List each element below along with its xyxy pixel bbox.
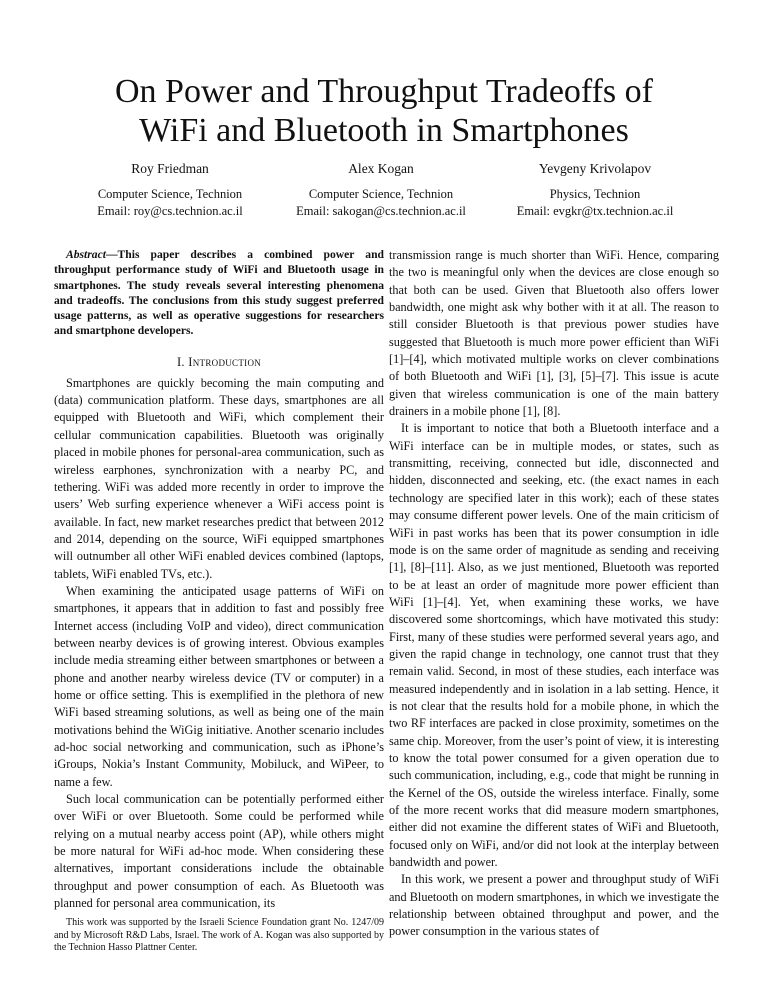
- author-block-1: [55, 160, 285, 220]
- author-name: Roy Friedman: [131, 161, 209, 176]
- paragraph-left-2: When examining the anticipated usage patterns of WiFi on smartphones, it appears that in addition to fast and possibly free Internet access (including VoIP and video), direct communication between nearby devices is of growing interest. Obvious examples include media streaming either between smartphones or between a phone and another nearby wireless device (TV or computer) in a home or office setting. This is exemplified in the plethora of new WiFi based streaming solutions, as well as being one of the main motivations behind the WiGig initiative. Another scenario includes ad-hoc social networking and communication, such as iPhone’s iGroups, Nokia’s Instant Community, Mobiluck, and WiPeer, to name a few.: [54, 583, 384, 789]
- paragraph-left-3: Such local communication can be potentially performed either over WiFi or over Bluetooth. Some could be performed while relying on a mutual nearby access point (AP), while others might be more natural for WiFi ad-hoc mode. When considering these alternatives, important considerations include the obtainable throughput and power consumption of each. As Bluetooth was planned for personal area communication, its: [54, 792, 384, 911]
- abstract-label: Abstract: [66, 248, 106, 261]
- abstract: [54, 247, 384, 339]
- section-title: Introduction: [188, 354, 262, 369]
- author-affiliation: Computer Science, Technion: [308, 187, 454, 201]
- paper-title-line-2: WiFi and Bluetooth in Smartphones: [139, 112, 629, 149]
- author-email: Email: roy@cs.technion.ac.il: [97, 204, 243, 218]
- paragraph-right-1: transmission range is much shorter than WiFi. Hence, comparing the two is meaningful only when the devices are close enough so that both can be used. Given that Bluetooth also offers lower bandwidth, one might ask why bother with it at all. The reason to still consider Bluetooth is that previous power studies have suggested that Bluetooth is much more power efficient than WiFi [1]–[4], which motivated multiple works on clever combinations of both Bluetooth and WiFi [1], [3], [5]–[7]. This issue is acute given that wireless communication is one of the main battery drainers in a mobile phone [1], [8].: [389, 248, 719, 419]
- paper-title: [60, 72, 708, 150]
- paper-title-line-1: On Power and Throughput Tradeoffs of: [115, 73, 653, 110]
- author-email: Email: sakogan@cs.technion.ac.il: [296, 204, 466, 218]
- paragraph-right-2: It is important to notice that both a Bluetooth interface and a WiFi interface can be in multiple modes, or states, such as transmitting, receiving, connected but idle, disconnected and hidden, disconnected and seeking, etc. (the exact names in each technology are specified later in this work); each of these states may consume different power levels. One of the main criticism of WiFi in past works has been that its power consumption in idle mode is on the same order of magnitude as sending and receiving [1], [8]–[11]. Also, as we just mentioned, Bluetooth was reported to be at least an order of magnitude more power efficient than WiFi [1]–[4]. Yet, when examining these works, we have discovered some shortcomings, which have motivated this study: First, many of these studies were performed several years ago, and given the rapid change in technology, one cannot trust that they remain valid. Second, in most of these studies, each interface was measured independently and in isolation in a lab setting. Hence, it is not clear that the results hold for a mobile phone, in which the two RF interfaces are packed in close proximity, sometimes on the same chip. Moreover, from the user’s point of view, it is interesting to know the total power consumed for a given operation due to such communication, including, e.g., code that might be running in the Kernel of the OS, outside the wireless interface. Finally, some of the more recent works that did measure modern smartphones, either did not examine the different states of WiFi and Bluetooth, focused only on WiFi, and/or did not look at the interplay between bandwidth and power.: [389, 421, 719, 870]
- left-column: [54, 247, 384, 912]
- author-name: Yevgeny Krivolapov: [538, 161, 652, 176]
- section-number: I.: [176, 354, 185, 369]
- abstract-text: —This paper describes a combined power and throughput performance study of WiFi and Bluetooth usage in smartphones. The study reveals several interesting phenomena and tradeoffs. The conclusions from this study suggest preferred usage patterns, as well as operative suggestions for researchers and smartphone developers.: [54, 248, 384, 338]
- author-block-2: [266, 160, 496, 220]
- right-column: [389, 247, 719, 941]
- author-name: Alex Kogan: [348, 161, 414, 176]
- author-block-3: [480, 160, 710, 220]
- paragraph-right-3: In this work, we present a power and throughput study of WiFi and Bluetooth on modern smartphones, in which we investigate the relationship between obtained throughput and power, and the power consumption in the various states of: [389, 872, 720, 939]
- author-affiliation: Physics, Technion: [549, 187, 641, 201]
- author-affiliation: Computer Science, Technion: [97, 187, 243, 201]
- author-email: Email: evgkr@tx.technion.ac.il: [516, 204, 674, 218]
- section-heading-introduction: [54, 354, 384, 371]
- footnote: [54, 917, 384, 955]
- paragraph-left-1: Smartphones are quickly becoming the main computing and (data) communication platform. These days, smartphones are all equipped with Bluetooth and WiFi, which complement their cellular communication capabilities. Bluetooth was originally placed in mobile phones for personal-area communication, such as wireless earphones, synchronization with a nearby PC, and tethering. WiFi was added more recently in order to improve the users’ Web surfing experience whenever a WiFi access point is available. In fact, new market researches predict that between 2012 and 2014, depending on the source, WiFi equipped smartphones will outnumber all other WiFi enabled devices combined (laptops, tablets, WiFi enabled TVs, etc.).: [54, 375, 384, 581]
- footnote-text: This work was supported by the Israeli Science Foundation grant No. 1247/09 and by Microsoft R&D Labs, Israel. The work of A. Kogan was also supported by the Technion Hasso Plattner Center.: [54, 917, 384, 954]
